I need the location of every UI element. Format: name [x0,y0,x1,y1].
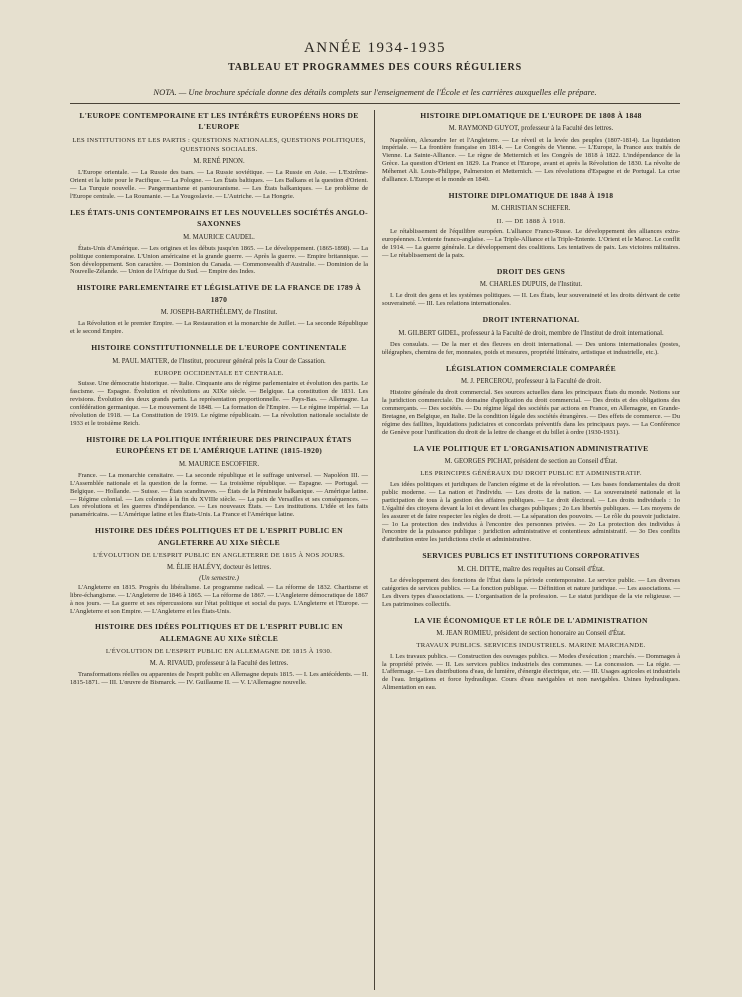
course-section [70,434,368,519]
section-title: HISTOIRE DE LA POLITIQUE INTÉRIEURE DES PRINCIPAUX ÉTATS EUROPÉENS ET DE L'AMÉRIQUE LATINE (1815-1920) [86,434,352,456]
course-section [70,525,368,615]
section-professor: M. GEORGES PICHAT, président de section au Conseil d'État. [444,458,618,466]
section-title: HISTOIRE DIPLOMATIQUE DE L'EUROPE DE 1808 À 1848 [420,111,642,120]
course-section [70,110,368,201]
course-section [382,615,680,693]
section-topic: EUROPE OCCIDENTALE ET CENTRALE. [154,369,284,377]
section-title: SERVICES PUBLICS ET INSTITUTIONS CORPORATIVES [422,551,640,561]
course-section [70,207,368,277]
page-subtitle: TABLEAU ET PROGRAMMES DES COURS RÉGULIERS [228,62,522,73]
course-section [382,190,680,260]
section-body: La Révolution et le premier Empire. — La Restauration et la monarchie de Juillet. — La seconde République et le second Empire. [70,320,368,336]
section-body: I. Le droit des gens et les systèmes politiques. — II. Les États, leur souveraineté et les droits dérivant de cette souveraineté. — III. Les relations internationales. [382,292,680,308]
section-professor: M. A. RIVAUD, professeur à la Faculté des lettres. [149,659,289,667]
section-topic: L'ÉVOLUTION DE L'ESPRIT PUBLIC EN ALLEMAGNE DE 1815 À 1930. [105,648,333,656]
section-body: France. — La monarchie censitaire. — La seconde république et le suffrage universel. — Napoléon III. — L'Assemblée nationale et la question de la forme. — La troisième république. — Espagne. — Portugal. — Belgique. — Hollande. — Suisse. — États scandinaves. — États de la Péninsule balkanique. — Amérique latine. — Régime colonial. — Les colonies à la fin du XVIIIe siècle. — La paix de Versailles et ses conséquences. — Les révolutions et les guerres d'indépendance. — Les nouveaux États. — Les institutions. L'idée et les faits panaméricains. — L'Amérique latine et les États-Unis. La France et l'Amérique latine. [70,471,368,519]
course-section [382,363,680,437]
section-title: LÉGISLATION COMMERCIALE COMPARÉE [445,363,617,373]
course-section [382,110,680,184]
section-professor: M. J. PERCEROU, professeur à la Faculté de droit. [460,378,602,386]
section-topic: LES INSTITUTIONS ET LES PARTIS : QUESTIONS NATIONALES, QUESTIONS POLITIQUES, QUESTIONS SOCIALES. [72,136,366,154]
section-title: HISTOIRE CONSTITUTIONNELLE DE L'EUROPE CONTINENTALE [91,343,347,353]
section-professor: M. PAUL MATTER, de l'Institut, procureur général près la Cour de Cassation. [112,357,326,365]
section-topic: L'ÉVOLUTION DE L'ESPRIT PUBLIC EN ANGLETERRE DE 1815 À NOS JOURS. [93,552,345,560]
section-body: États-Unis d'Amérique. — Les origines et les débuts jusqu'en 1865. — Le développement. (1865-1898). — La politique contemporaine. L'Union américaine et la grande guerre. — Après la guerre. — Empire britannique. — Son développement. Son caractère. — Dominion du Canada. — Commonwealth d'Australie. — Dominion de la Nouvelle-Zélande. — Union de l'Afrique du Sud. — Empire des Indes. [70,244,368,276]
course-section [382,443,680,544]
course-section [382,314,680,356]
course-section [70,282,368,336]
section-body: Napoléon, Alexandre Ier et l'Angleterre. — Le réveil et la levée des peuples (1807-1814). La liquidation impériale. — La frontière française en 1814. — Le Congrès de Vienne. — L'Europe, la France aux traités de Vienne. La Sainte-Alliance. — Le règne de Metternich et les Congrès de 1818 à 1822. L'indépendance de la Grèce. La question d'Orient en 1829. La France et l'Europe, avant et après la Révolution de 1830. La révolte de Méhemet Ali. Louis-Philippe, Palmerston et Metternich. — Les révolutions d'Espagne et de Portugal. La crise d'alliance. L'Europe et le monde en 1840. [382,136,680,184]
course-columns [70,110,680,990]
section-title: HISTOIRE DES IDÉES POLITIQUES ET DE L'ESPRIT PUBLIC EN ANGLETERRE AU XIXe SIÈCLE [95,526,343,547]
section-topic: II. — DE 1888 À 1918. [496,217,566,225]
section-title: HISTOIRE DES IDÉES POLITIQUES ET DE L'ESPRIT PUBLIC EN ALLEMAGNE AU XIXe SIÈCLE [95,622,343,643]
section-note: (Un semestre.) [199,574,239,582]
right-column [375,110,680,990]
section-professor: M. CH. DITTE, maître des requêtes au Conseil d'État. [457,565,605,573]
section-title: LA VIE POLITIQUE ET L'ORGANISATION ADMINISTRATIVE [413,443,649,453]
section-title: HISTOIRE DIPLOMATIQUE DE 1848 À 1918 [448,191,614,201]
section-professor: M. CHRISTIAN SCHEFER. [491,205,571,213]
section-professor: M. GILBERT GIDEL, professeur à la Faculté de droit, membre de l'Institut de droit international. [398,329,664,337]
section-body: L'Angleterre en 1815. Progrès du libéralisme. Le programme radical. — La réforme de 1832. Chartisme et libre-échangisme. — L'Angleterre de 1846 à 1865. — La réforme de 1867. — L'Angleterre démocratique de 1867 à nos jours. — La guerre et ses répercussions sur l'état politique et social du pays. L'Angleterre et l'Europe. — L'Angleterre et son Empire. — L'Angleterre et les États-Unis. [70,583,368,615]
section-professor: M. JEAN ROMIEU, président de section honoraire au Conseil d'État. [436,629,626,637]
section-professor: M. RENÉ PINON. [193,157,245,165]
course-section [70,342,368,428]
section-body: Le développement des fonctions de l'État dans la période contemporaine. Le service public. — Les diverses catégories de services publics. — La fonction publique. — Définition et nature juridique. — Les associations. — Les divers types d'associations. — L'organisation de la profession. — Le statut juridique de la vie religieuse. — Les patrimoines collectifs. [382,576,680,608]
section-professor: M. MAURICE ESCOFFIER. [178,460,260,468]
section-title: L'EUROPE CONTEMPORAINE ET LES INTÉRÊTS EUROPÉENS HORS DE L'EUROPE [79,111,359,132]
left-column [70,110,375,990]
section-body: Le rétablissement de l'équilibre européen. L'alliance Franco-Russe. Le développement des alliances extra-européennes. L'entente franco-anglaise. — La Triple-Alliance et la Triple-Entente. L'Orient et le Maroc. Le conflit de 1914. — La guerre générale. Le développement des coalitions. Les tentatives de paix. Les victoires militaires. — Le rétablissement de la paix. [382,228,680,259]
section-professor: M. JOSEPH-BARTHÉLEMY, de l'Institut. [160,309,278,317]
page-title: ANNÉE 1934-1935 [303,40,447,56]
section-professor: M. CHARLES DUPUIS, de l'Institut. [479,281,583,289]
section-topic: TRAVAUX PUBLICS. SERVICES INDUSTRIELS. MARINE MARCHANDE. [416,642,646,650]
section-professor: M. RAYMOND GUYOT, professeur à la Faculté des lettres. [448,125,614,133]
section-body: I. Les travaux publics. — Construction des ouvrages publics. — Modes d'exécution ; marchés. — Dommages à la propriété privée. — II. Les services publics industriels des communes. — La concession. — La régie. — L'affermage. — Les distributions d'eau, de lumière, d'énergie électrique, etc. — III. Usages agricoles et industriels de l'eau. Irrigations et force hydraulique. Cours d'eau navigables et non navigables. Usines hydrauliques. Alimentation en eau. [382,652,680,692]
section-body: Des consulats. — De la mer et des fleuves en droit international. — Des unions internationales (postes, télégraphes, chemins de fer, monnaies, poids et mesures, propriété littéraire, artistique et industrielle, etc.). [382,340,680,356]
section-body: L'Europe orientale. — La Russie des tsars. — La Russie soviétique. — La Russie en Asie. — L'Extrême-Orient et la lutte pour le Pacifique. — La Pologne. — Les États baltiques. — Les Balkans et la question d'Orient. — La Turquie nouvelle. — Pangermanisme et pantouranisme. — Les États balkaniques. — Le problème de l'Europe centrale. — La Roumanie. — La Yougoslavie. — L'Autriche. — La Hongrie. [70,169,368,200]
section-body: Suisse. Une démocratie historique. — Italie. Cinquante ans de régime parlementaire et évolution des partis. Le fascisme. — Espagne. Évolution et révolutions au XIXe siècle. — Belgique. La constitution de 1831. Les revisions. Évolution des deux grands partis. La représentation proportionnelle. — Pays-Bas. — Allemagne. La confédération germanique. — Le mouvement de 1848. — La formation de l'Empire. — Le régime impérial. — La révolution de 1918. — La Constitution de 1919. Le régime républicain. — La révolution nationale socialiste de 1933 et le troisième Reich. [70,380,368,427]
section-title: LES ÉTATS-UNIS CONTEMPORAINS ET LES NOUVELLES SOCIÉTÉS ANGLO-SAXONNES [70,207,368,229]
section-title: DROIT DES GENS [496,266,566,276]
section-professor: M. MAURICE CAUDEL. [183,233,255,241]
section-body: Les idées politiques et juridiques de l'ancien régime et de la révolution. — Les bases fondamentales du droit public moderne. — La nation et l'individu. — Les droits de la nation. — La souveraineté nationale et la participation de tous à la gestion des affaires publiques. — Le droit électoral. — Les droits individuels : 1o L'égalité des citoyens devant la loi et devant les charges publiques ; 2o Les libertés publiques. — Les moyens de les assurer et de faire respecter les règles de droit. — La séparation des pouvoirs. — Le rôle du pouvoir judiciaire. — 1o La protection des individus à l'encontre des personnes privées. — 2o La protection des individus à l'encontre de la puissance publique : juridiction administrative et contentieux administratif. — 3o Des conflits d'attribution entre les juridictions civile et administrative. [382,480,680,544]
section-title: HISTOIRE PARLEMENTAIRE ET LÉGISLATIVE DE LA FRANCE DE 1789 À 1870 [76,283,362,304]
nota-note: NOTA. — Une brochure spéciale donne des détails complets sur l'enseignement de l'École et les carrières auxquelles elle prépare. [153,87,597,97]
section-topic: LES PRINCIPES GÉNÉRAUX DU DROIT PUBLIC ET ADMINISTRATIF. [420,470,642,478]
course-section [70,621,368,686]
section-body: Histoire générale du droit commercial. Ses sources actuelles dans les principaux États du monde. Notions sur la juridiction commerciale. Du domaine d'application du droit commercial. — Des droits et des obligations des commerçants. — Des sociétés. — Du régime légal des sociétés par actions en France, en Allemagne, en Grande-Bretagne, en Belgique, en Italie. De la condition légale des sociétés étrangères. — Des effets de commerce. — Du régime des faillites, liquidations judiciaires et concordats préventifs dans les principaux pays. — La Conférence de Genève pour l'unification du droit de la lettre de change et du billet à ordre (1930-1931). [382,389,680,436]
section-body: Transformations réelles ou apparentes de l'esprit public en Allemagne depuis 1815. — I. Les antécédents. — II. 1815-1871. — III. L'œuvre de Bismarck. — IV. Guillaume II. — V. L'Allemagne nouvelle. [70,670,368,686]
header-rule [70,103,680,104]
course-section [382,266,680,308]
section-title: DROIT INTERNATIONAL [482,315,580,325]
section-professor: M. ÉLIE HALÉVY, docteur ès lettres. [166,563,272,571]
section-title: LA VIE ÉCONOMIQUE ET LE RÔLE DE L'ADMINISTRATION [414,615,648,625]
course-section [382,550,680,608]
